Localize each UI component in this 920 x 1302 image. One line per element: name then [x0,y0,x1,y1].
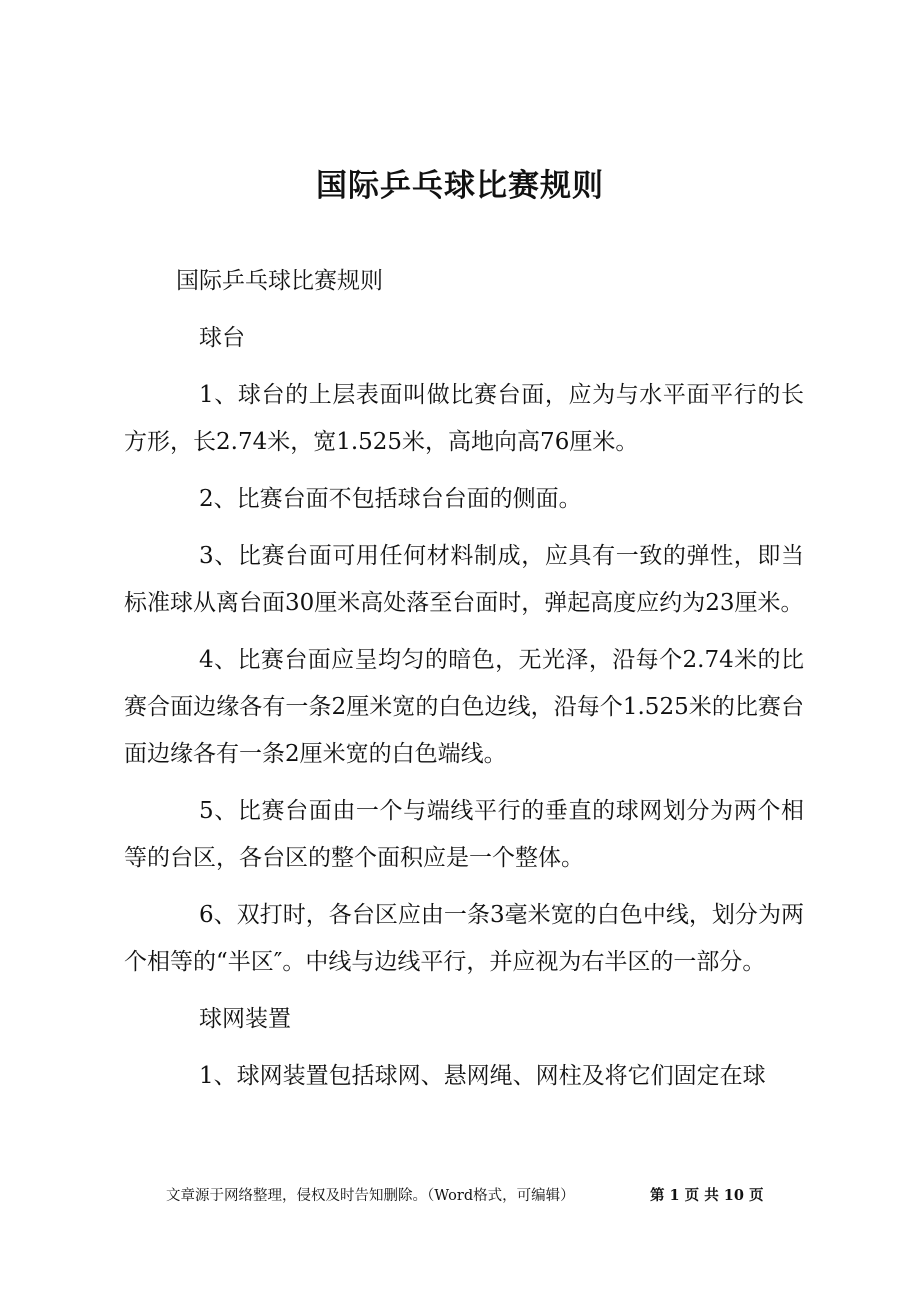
table-rule-1: 1、球台的上层表面叫做比赛台面，应为与水平面平行的长方形，长2.74米，宽1.525米，高地向高76厘米。 [124,382,804,455]
document-subtitle: 国际乒乓球比赛规则 [176,268,383,294]
section-heading-net: 球网装置 [199,1006,291,1032]
table-rule-6: 6、双打时，各台区应由一条3毫米宽的白色中线，划分为两个相等的“半区″。中线与边线平行，并应视为右半区的一部分。 [124,902,804,975]
table-rule-5: 5、比赛台面由一个与端线平行的垂直的球网划分为两个相等的台区，各台区的整个面积应是一个整体。 [124,798,804,871]
table-rule-4: 4、比赛台面应呈均匀的暗色，无光泽，沿每个2.74米的比赛合面边缘各有一条2厘米宽的白色边线，沿每个1.525米的比赛台面边缘各有一条2厘米宽的白色端线。 [124,647,804,767]
net-rule-1: 1、球网装置包括球网、悬网绳、网柱及将它们固定在球 [199,1063,766,1089]
section-heading-table: 球台 [199,325,245,351]
page-indicator: 第 1 页 共 10 页 [650,1187,764,1204]
table-rule-2: 2、比赛台面不包括球台台面的侧面。 [199,486,582,512]
table-rule-3: 3、比赛台面可用任何材料制成，应具有一致的弹性，即当标准球从离台面30厘米高处落至台面时，弹起高度应约为23厘米。 [124,543,804,616]
document-title: 国际乒乓球比赛规则 [316,168,604,204]
document-body [124,258,804,1100]
footer-note: 文章源于网络整理，侵权及时告知删除。（Word格式，可编辑） [166,1188,575,1204]
